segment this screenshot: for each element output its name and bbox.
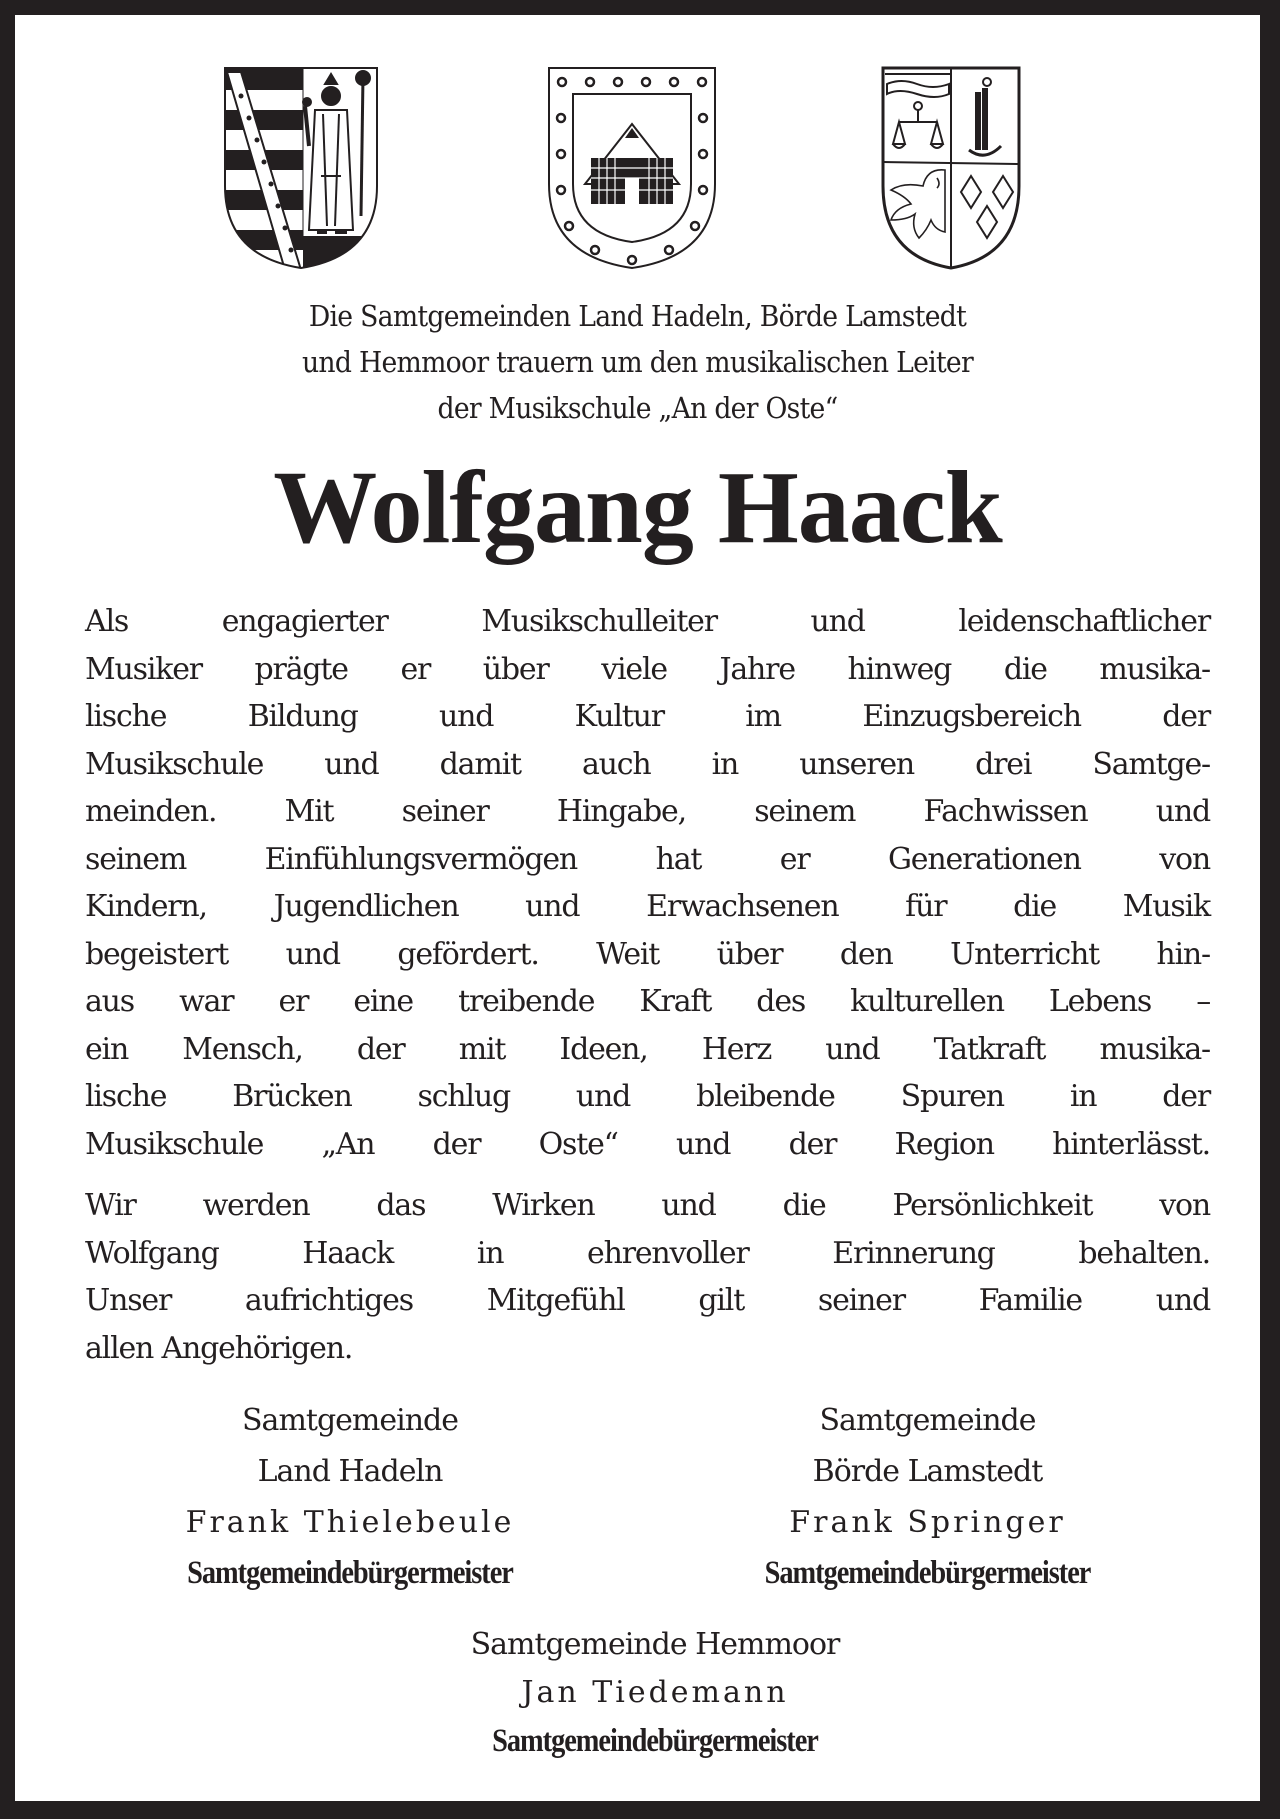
text-line: Wolfgang Haack in ehrenvoller Erinnerung behalten. — [85, 1235, 1210, 1271]
text-line: Wir werden das Wirken und die Persönlichkeit von — [85, 1188, 1210, 1223]
text-line: Musikschule und damit auch in unseren drei Samtge- — [85, 746, 1210, 782]
text-line: aus war er eine treibende Kraft des kulturellen Lebens – — [85, 984, 1210, 1019]
text-line: begeistert und gefördert. Weit über den Unterricht hin- — [85, 936, 1210, 972]
signatory-person: Jan Tiedemann — [521, 1675, 789, 1710]
condolence-paragraph — [85, 1182, 1210, 1372]
intro-text — [102, 293, 1174, 431]
text-line: ein Mensch, der mit Ideen, Herz und Tatkraft musika- — [85, 1031, 1210, 1067]
text-line: Kindern, Jugendlichen und Erwachsenen für die Musik — [85, 889, 1210, 924]
text-line: lische Brücken schlug und bleibende Spuren in der — [85, 1079, 1210, 1114]
boerde-lamstedt-crest-icon — [881, 66, 1021, 270]
signatory-person: Frank Thielebeule — [185, 1505, 515, 1540]
intro-line: und Hemmoor trauern um den musikalischen Leiter — [301, 345, 974, 379]
text-line: meinden. Mit seiner Hingabe, seinem Fachwissen und — [85, 794, 1210, 829]
signatory-boerde-lamstedt — [655, 1395, 1200, 1599]
intro-line: Die Samtgemeinden Land Hadeln, Börde Lamstedt — [308, 299, 967, 333]
hemmoor-crest-icon — [547, 66, 717, 270]
signatory-body: Samtgemeinde — [242, 1403, 458, 1438]
deceased-name-heading: Wolfgang Haack — [273, 450, 1002, 565]
signatory-title: Samtgemeindebürgermeister — [187, 1555, 513, 1591]
signatory-land-hadeln — [85, 1395, 615, 1599]
text-line: lische Bildung und Kultur im Einzugsbereich der — [85, 699, 1210, 734]
text-line: Musiker prägte er über viele Jahre hinweg die musika- — [85, 651, 1210, 687]
signatory-place: Börde Lamstedt — [812, 1454, 1043, 1489]
text-line: seinem Einfühlungsvermögen hat er Generationen von — [85, 841, 1210, 877]
signatory-hemmoor — [355, 1621, 955, 1765]
signatory-title: Samtgemeindebürgermeister — [764, 1555, 1091, 1591]
text-line: Unser aufrichtiges Mitgefühl gilt seiner Familie und — [85, 1283, 1210, 1318]
intro-line: der Musikschule „An der Oste“ — [437, 391, 838, 425]
obituary-notice — [15, 15, 1260, 1801]
signatory-body: Samtgemeinde — [819, 1403, 1036, 1438]
signatory-body: Samtgemeinde Hemmoor — [470, 1627, 840, 1662]
text-line: Musikschule „An der Oste“ und der Region hinterlässt. — [85, 1126, 1210, 1162]
signatory-place: Land Hadeln — [257, 1454, 443, 1489]
coat-of-arms-row — [15, 53, 1260, 273]
tribute-paragraph — [85, 598, 1210, 1168]
land-hadeln-crest-icon — [223, 66, 379, 270]
signatory-title: Samtgemeindebürgermeister — [492, 1723, 818, 1759]
signatory-person: Frank Springer — [789, 1505, 1066, 1540]
text-line: allen Angehörigen. — [85, 1330, 353, 1366]
text-line: Als engagierter Musikschulleiter und leidenschaftlicher — [85, 604, 1210, 639]
